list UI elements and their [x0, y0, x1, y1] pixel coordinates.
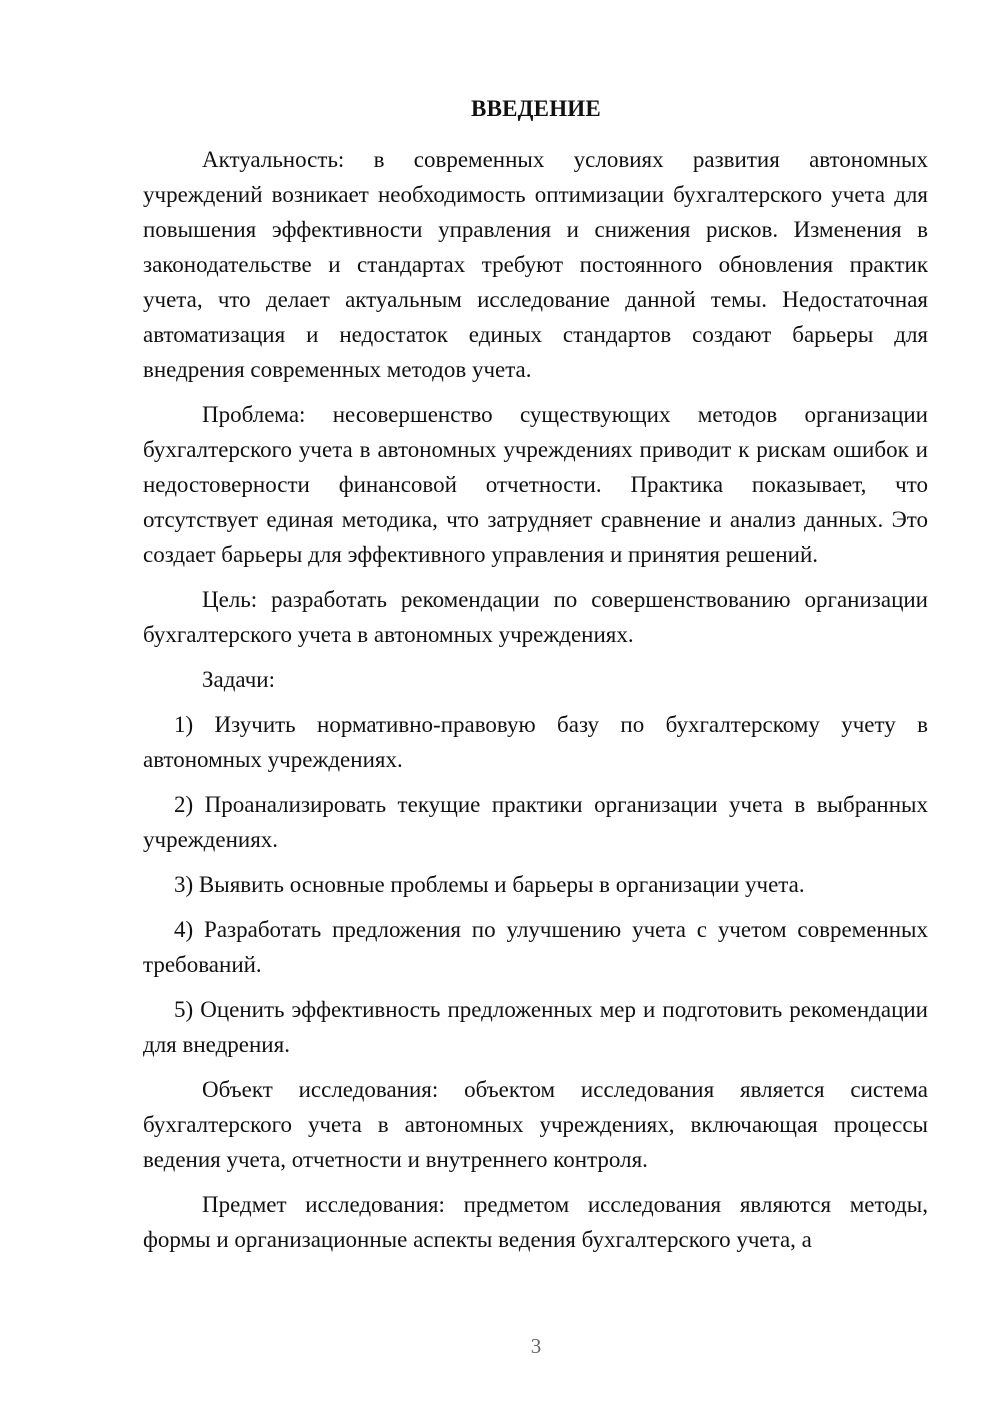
page-number: 3 [530, 1334, 542, 1358]
tasks-heading: Задачи: [202, 667, 275, 692]
task-item-3: 3) Выявить основные проблемы и барьеры в организации учета. [174, 872, 805, 897]
task-item-5: 5) Оценить эффективность предложенных мер и подготовить рекомендации для внедрения. [143, 997, 928, 1057]
page-title: ВВЕДЕНИЕ [471, 96, 601, 121]
task-item-1: 1) Изучить нормативно-правовую базу по бухгалтерскому учету в автономных учреждениях. [143, 712, 928, 772]
relevance-paragraph: Актуальность: в современных условиях развития автономных учреждений возникает необходимость оптимизации бухгалтерского учета для повышения эффективности управления и снижения рисков. Изменения в законодательстве и стандартах требуют постоянного обновления практик учета, что делает актуальным исследование данной темы. Недостаточная автоматизация и недостаток единых стандартов создают барьеры для внедрения современных методов учета. [143, 147, 928, 382]
goal-paragraph: Цель: разработать рекомендации по совершенствованию организации бухгалтерского учета в автономных учреждениях. [143, 587, 928, 647]
task-item-2: 2) Проанализировать текущие практики организации учета в выбранных учреждениях. [143, 792, 928, 852]
subject-paragraph: Предмет исследования: предметом исследования являются методы, формы и организационные аспекты ведения бухгалтерского учета, а [143, 1192, 928, 1252]
document-body [143, 142, 928, 1257]
task-item-4: 4) Разработать предложения по улучшению учета с учетом современных требований. [143, 917, 928, 977]
object-paragraph: Объект исследования: объектом исследования является система бухгалтерского учета в автономных учреждениях, включающая процессы ведения учета, отчетности и внутреннего контроля. [143, 1077, 928, 1172]
problem-paragraph: Проблема: несовершенство существующих методов организации бухгалтерского учета в автономных учреждениях приводит к рискам ошибок и недостоверности финансовой отчетности. Практика показывает, что отсутствует единая методика, что затрудняет сравнение и анализ данных. Это создает барьеры для эффективного управления и принятия решений. [143, 402, 928, 567]
